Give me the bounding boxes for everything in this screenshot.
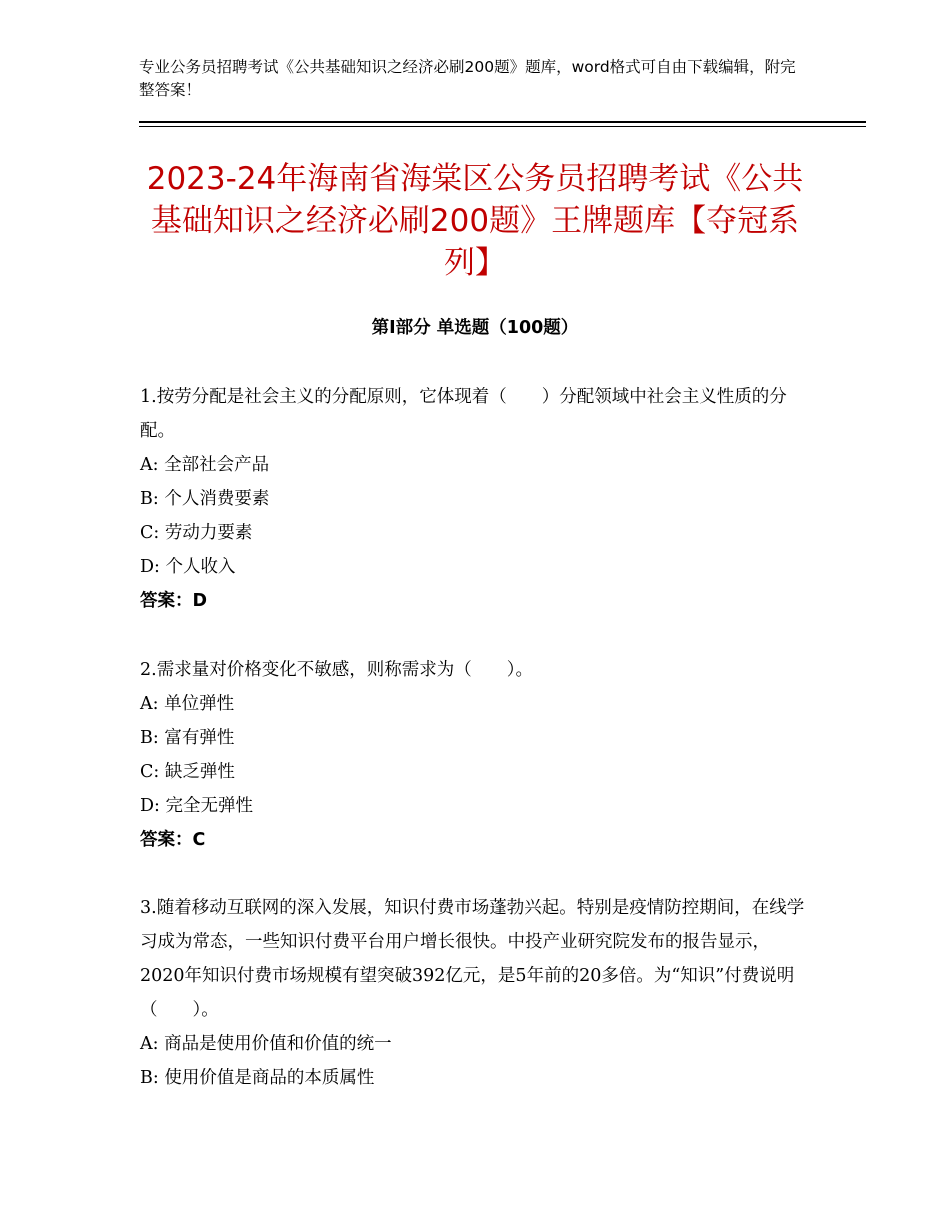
question-3 bbox=[140, 891, 810, 1095]
question-text: 3.随着移动互联网的深入发展，知识付费市场蓬勃兴起。特别是疫情防控期间，在线学习成为常态，一些知识付费平台用户增长很快。中投产业研究院发布的报告显示，2020年知识付费市场规模有望突破392亿元，是5年前的20多倍。为“知识”付费说明（ ）。 bbox=[140, 898, 805, 1020]
option-a: A: 单位弹性 bbox=[140, 694, 235, 714]
option-a: A: 全部社会产品 bbox=[140, 455, 270, 475]
option-b: B: 个人消费要素 bbox=[140, 489, 270, 509]
header-note: 专业公务员招聘考试《公共基础知识之经济必刷200题》题库，word格式可自由下载编辑，附完整答案！ bbox=[139, 58, 796, 99]
option-d: D: 个人收入 bbox=[140, 557, 236, 577]
option-c: C: 缺乏弹性 bbox=[140, 762, 235, 782]
option-c: C: 劳动力要素 bbox=[140, 523, 253, 543]
option-b: B: 使用价值是商品的本质属性 bbox=[140, 1068, 375, 1088]
answer: 答案：D bbox=[140, 591, 208, 611]
document-title: 2023-24年海南省海棠区公务员招聘考试《公共基础知识之经济必刷200题》王牌题库【夺冠系列】 bbox=[146, 161, 804, 281]
question-text: 2.需求量对价格变化不敏感，则称需求为（ ）。 bbox=[140, 660, 533, 680]
header-divider-thin bbox=[139, 126, 866, 127]
question-2 bbox=[140, 653, 810, 857]
option-d: D: 完全无弹性 bbox=[140, 796, 253, 816]
option-b: B: 富有弹性 bbox=[140, 728, 235, 748]
answer: 答案：C bbox=[140, 830, 206, 850]
question-text: 1.按劳分配是社会主义的分配原则，它体现着（ ）分配领域中社会主义性质的分配。 bbox=[140, 387, 787, 441]
header-divider-thick bbox=[139, 121, 866, 123]
option-a: A: 商品是使用价值和价值的统一 bbox=[140, 1034, 392, 1054]
section-title: 第Ⅰ部分 单选题（100题） bbox=[371, 318, 579, 338]
question-1 bbox=[140, 380, 810, 618]
